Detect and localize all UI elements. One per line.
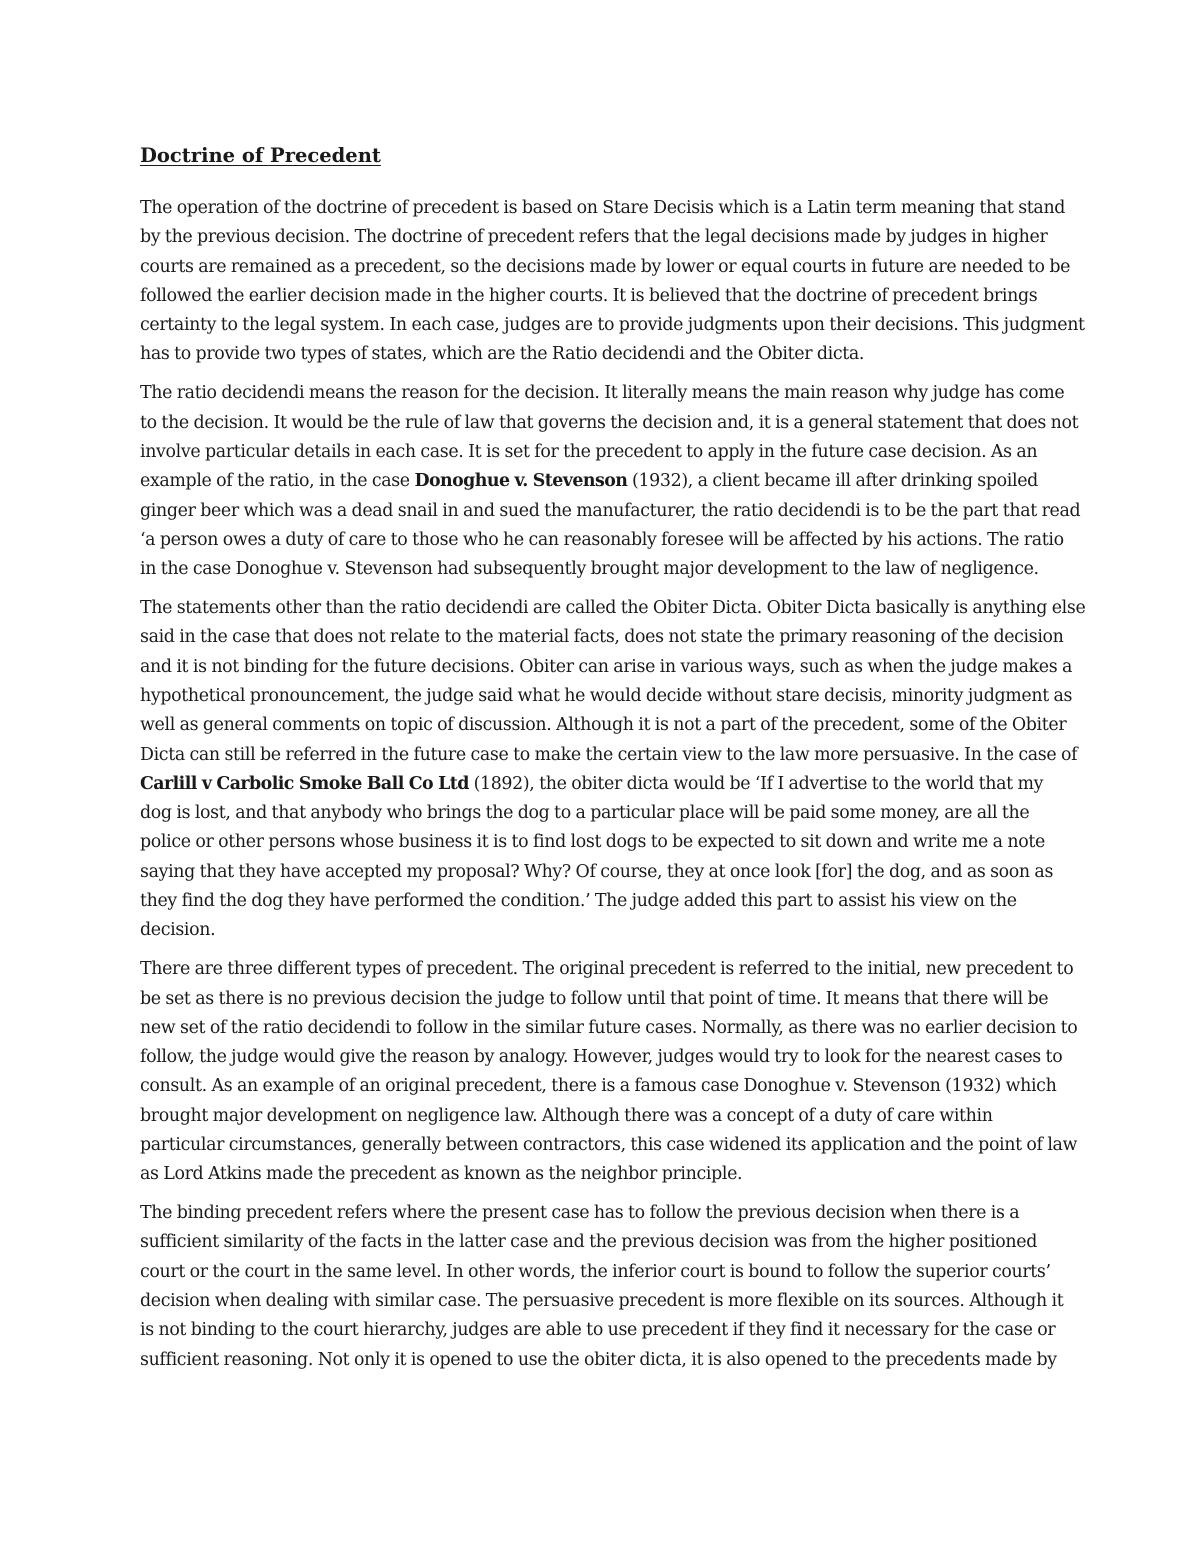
text-segment: Dicta can still be referred in the future case to make the certain view to the law more persuasive. In the case of (140, 744, 1078, 765)
text-segment: (1932), a client became ill after drinking spoiled (627, 471, 1038, 492)
text-line (140, 1043, 1062, 1072)
text-line (140, 555, 1062, 584)
text-segment: courts are remained as a precedent, so the decisions made by lower or equal courts in future are needed to be (140, 256, 1071, 277)
text-line (140, 623, 1062, 652)
case-name: Carlill v Carbolic Smoke Ball Co Ltd (140, 773, 469, 794)
text-line (140, 282, 1062, 311)
text-segment: ginger beer which was a dead snail in and sued the manufacturer, the ratio decidendi is to be the part that read (140, 500, 1081, 521)
text-line (140, 1072, 1062, 1101)
text-segment: decision. (140, 920, 216, 941)
text-line (140, 194, 1066, 223)
text-segment: example of the ratio, in the case (140, 471, 415, 492)
text-line (140, 379, 1065, 408)
text-segment: and it is not binding for the future decisions. Obiter can arise in various ways, such as when the judge makes a (140, 656, 1072, 677)
text-segment: followed the earlier decision made in the higher courts. It is believed that the doctrine of precedent brings (140, 285, 1038, 306)
text-segment: new set of the ratio decidendi to follow in the similar future cases. Normally, as there was no earlier decision to (140, 1017, 1078, 1038)
text-line (140, 497, 1081, 526)
text-segment: hypothetical pronouncement, the judge said what he would decide without stare decisis, minority judgment as (140, 685, 1073, 706)
text-line (140, 1102, 1062, 1131)
text-segment: they find the dog they have performed the condition.’ The judge added this part to assist his view on the (140, 891, 1017, 912)
text-line (140, 653, 1072, 682)
text-line (140, 770, 1062, 799)
text-segment: The operation of the doctrine of precedent is based on Stare Decisis which is a Latin term meaning that stand (140, 198, 1066, 218)
text-segment: There are three different types of precedent. The original precedent is referred to the initial, new precedent to (140, 959, 1074, 980)
text-segment: particular circumstances, generally between contractors, this case widened its application and the point of law (140, 1134, 1078, 1155)
text-segment: to the decision. It would be the rule of law that governs the decision and, it is a general statement that does not (140, 412, 1079, 433)
text-line (140, 1131, 1078, 1160)
text-segment: has to provide two types of states, which are the Ratio decidendi and the Obiter dicta. (140, 344, 865, 365)
case-name: Donoghue v. Stevenson (414, 471, 628, 492)
paragraph (140, 594, 1086, 946)
text-segment: sufficient reasoning. Not only it is opened to use the obiter dicta, it is also opened to the precedents made by (140, 1349, 1057, 1370)
text-line (140, 1199, 1062, 1228)
text-line (140, 799, 1062, 828)
text-line (140, 409, 1079, 438)
text-line (140, 1228, 1062, 1257)
text-line (140, 1287, 1062, 1316)
text-segment: is not binding to the court hierarchy, judges are able to use precedent if they find it necessary for the case or (140, 1320, 1056, 1341)
text-line (140, 828, 1062, 857)
text-line (140, 253, 1071, 282)
text-line (140, 438, 1062, 467)
text-segment: The binding precedent refers where the present case has to follow the previous decision when there is a (140, 1203, 1020, 1224)
text-line (140, 711, 1067, 740)
text-line (140, 223, 1062, 252)
text-segment: by the previous decision. The doctrine of precedent refers that the legal decisions made by judges in higher (140, 227, 1048, 248)
text-segment: court or the court in the same level. In other words, the inferior court is bound to follow the superior courts’ (140, 1261, 1051, 1282)
text-segment: police or other persons whose business it is to find lost dogs to be expected to sit down and write me a note (140, 832, 1045, 853)
paragraph (140, 379, 1081, 584)
text-segment: decision when dealing with similar case. The persuasive precedent is more flexible on its sources. Although it (140, 1291, 1064, 1312)
text-line (140, 311, 1085, 340)
text-segment: involve particular details in each case. It is set for the precedent to apply in the future case decision. As an (140, 441, 1038, 462)
page-title: Doctrine of Precedent (140, 144, 381, 167)
text-segment: The ratio decidendi means the reason for the decision. It literally means the main reason why judge has come (140, 383, 1065, 404)
text-line (140, 1258, 1062, 1287)
text-line (140, 1316, 1062, 1345)
paragraph (140, 1199, 1062, 1375)
text-line (140, 858, 1062, 887)
text-segment: consult. As an example of an original precedent, there is a famous case Donoghue v. Stevenson (1932) which (140, 1076, 1057, 1097)
text-line (140, 1346, 1062, 1375)
text-line (140, 340, 1062, 369)
text-line (140, 1014, 1078, 1043)
text-segment: The statements other than the ratio decidendi are called the Obiter Dicta. Obiter Dicta basically is anything else (140, 598, 1086, 619)
text-segment: follow, the judge would give the reason by analogy. However, judges would try to look for the nearest cases to (140, 1047, 1063, 1068)
text-segment: sufficient similarity of the facts in the latter case and the previous decision was from the higher positioned (140, 1232, 1037, 1253)
paragraph (140, 194, 1085, 370)
paragraph-list (140, 194, 1086, 1375)
text-line (140, 916, 1062, 945)
document-body (140, 142, 1086, 1385)
text-segment: dog is lost, and that anybody who brings the dog to a particular place will be paid some money, are all the (140, 803, 1030, 824)
text-line (140, 594, 1086, 623)
text-segment: (1892), the obiter dicta would be ‘If I advertise to the world that my (468, 773, 1044, 794)
text-segment: certainty to the legal system. In each case, judges are to provide judgments upon their decisions. This judgment (140, 315, 1085, 336)
text-line (140, 682, 1073, 711)
text-segment: well as general comments on topic of discussion. Although it is not a part of the precedent, some of the Obiter (140, 715, 1067, 736)
text-line (140, 467, 1062, 496)
text-line (140, 1160, 1062, 1189)
text-segment: brought major development on negligence law. Although there was a concept of a duty of care within (140, 1105, 993, 1126)
text-segment: said in the case that does not relate to the material facts, does not state the primary reasoning of the decision (140, 627, 1064, 648)
text-segment: ‘a person owes a duty of care to those who he can reasonably foresee will be affected by his actions. The ratio (140, 529, 1064, 550)
text-segment: be set as there is no previous decision the judge to follow until that point of time. It means that there will be (140, 988, 1049, 1009)
text-line (140, 887, 1062, 916)
paragraph (140, 955, 1078, 1189)
text-segment: saying that they have accepted my proposal? Why? Of course, they at once look [for] the dog, and as soon as (140, 861, 1054, 882)
text-segment: as Lord Atkins made the precedent as known as the neighbor principle. (140, 1164, 743, 1185)
text-line (140, 741, 1078, 770)
text-line (140, 526, 1062, 555)
text-line (140, 955, 1074, 984)
text-line (140, 985, 1062, 1014)
text-segment: in the case Donoghue v. Stevenson had subsequently brought major development to the law of negligence. (140, 559, 1039, 580)
